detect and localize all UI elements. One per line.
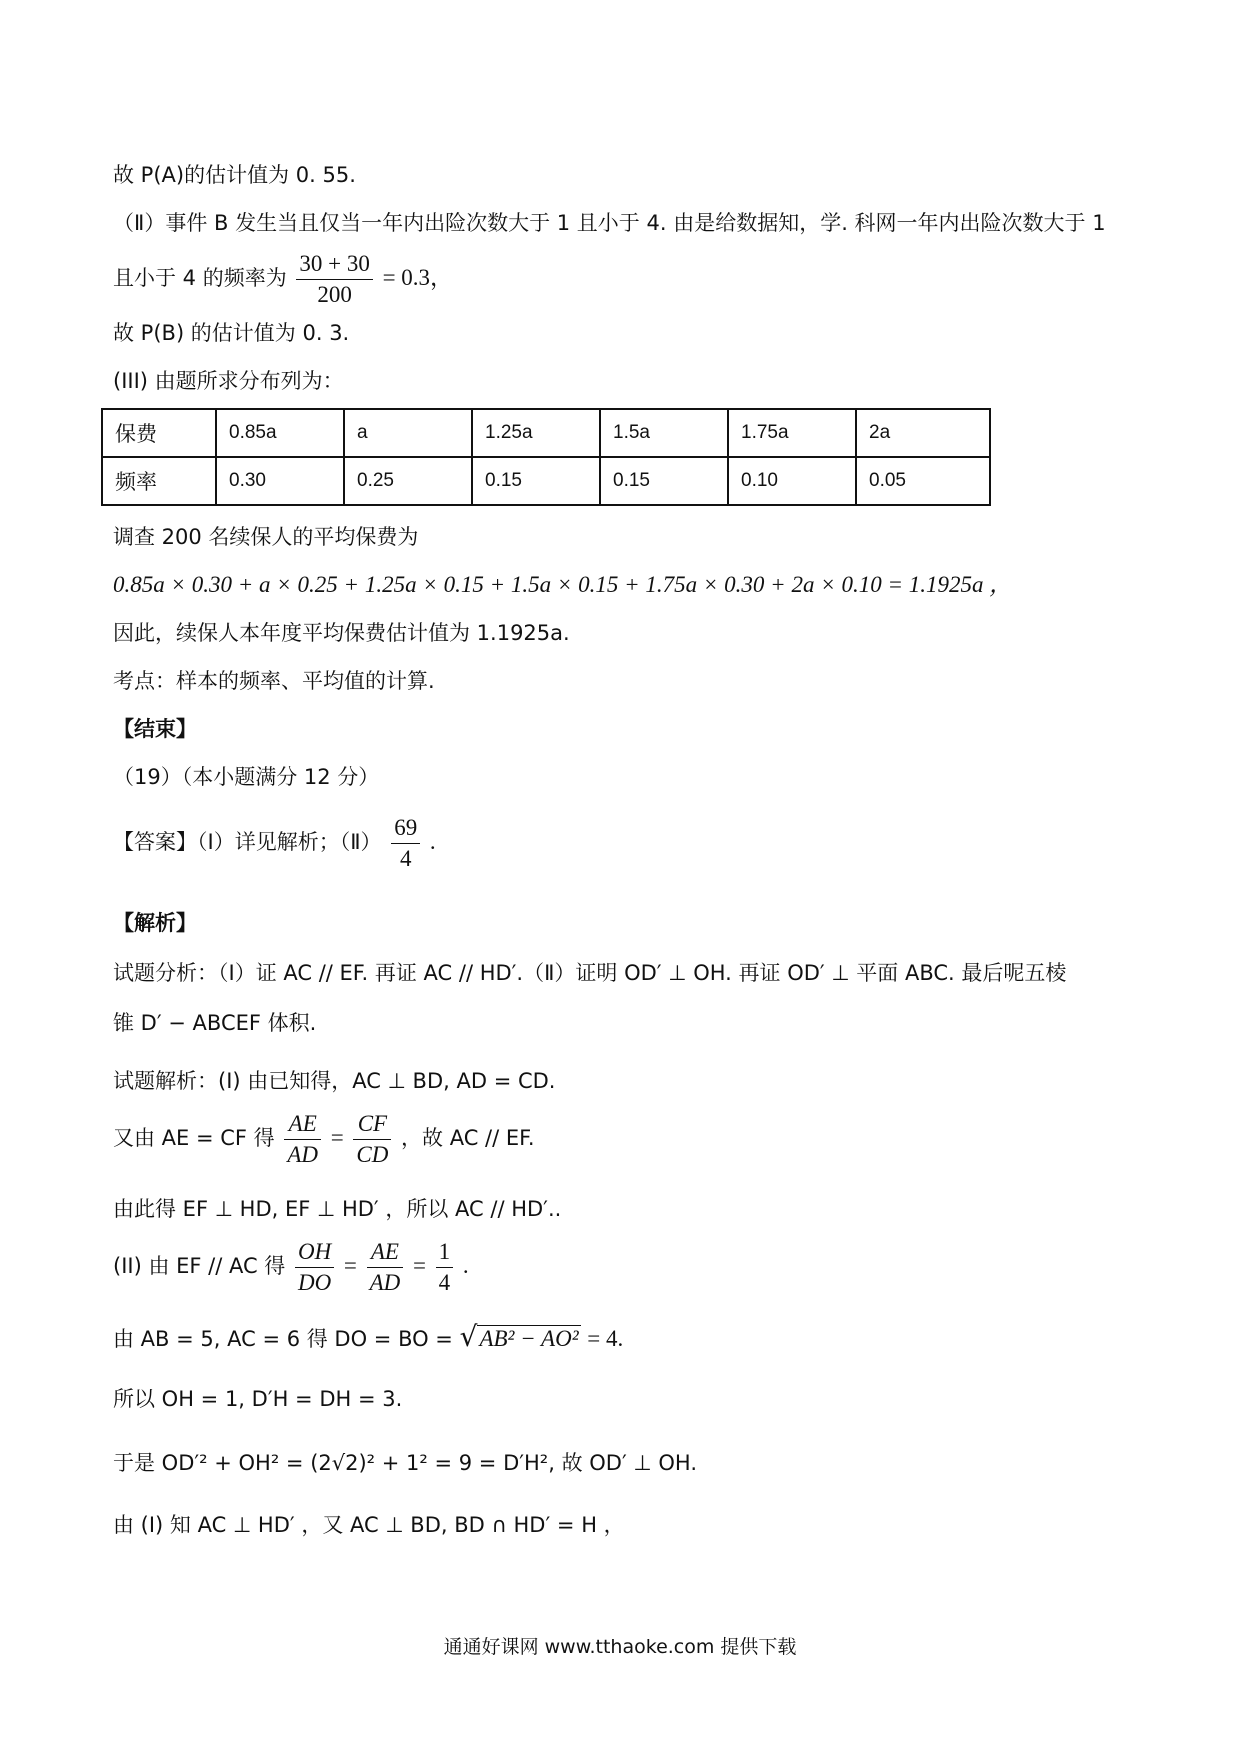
table-cell: 0.15 <box>600 457 728 505</box>
text-segment: = <box>412 1253 426 1278</box>
text-segment: 【答案】（Ⅰ）详见解析；（Ⅱ） <box>113 830 382 854</box>
text-segment: ，故 AC // EF. <box>401 1126 535 1150</box>
distribution-table <box>101 408 991 506</box>
table-row <box>102 457 990 505</box>
text-line: 锥 D′ − ABCEF 体积. <box>113 1011 317 1035</box>
fraction-denominator: DO <box>298 1269 332 1295</box>
fraction-numerator: 69 <box>391 813 420 844</box>
text-line: 故 P(B) 的估计值为 0. 3. <box>113 321 350 345</box>
table-cell: 0.05 <box>856 457 990 505</box>
fraction <box>367 1237 404 1298</box>
fraction-numerator: OH <box>295 1237 334 1268</box>
fraction <box>284 1109 321 1170</box>
text-line: 于是 OD′² + OH² = (2√2)² + 1² = 9 = D′H², 故 OD′ ⊥ OH. <box>113 1451 697 1475</box>
table-cell: 频率 <box>102 457 216 505</box>
table-cell: 1.75a <box>728 409 856 457</box>
section-marker: 【解析】 <box>113 911 197 935</box>
table-cell: 0.15 <box>472 457 600 505</box>
table-cell: 0.25 <box>344 457 472 505</box>
table-cell: 0.30 <box>216 457 344 505</box>
text-line <box>113 248 453 310</box>
text-segment: = 4. <box>587 1326 624 1351</box>
table-cell: 保费 <box>102 409 216 457</box>
fraction-numerator: AE <box>284 1109 321 1140</box>
fraction <box>353 1109 391 1170</box>
fraction-numerator: 30 + 30 <box>296 249 372 280</box>
text-line: 因此，续保人本年度平均保费估计值为 1.1925a. <box>113 621 570 645</box>
answer-line <box>113 812 436 874</box>
table-cell: 2a <box>856 409 990 457</box>
fraction-denominator: AD <box>287 1141 319 1167</box>
fraction <box>295 1237 334 1298</box>
text-segment: = <box>330 1125 344 1150</box>
table-row <box>102 409 990 457</box>
table-cell: 0.10 <box>728 457 856 505</box>
fraction-denominator: CD <box>356 1141 389 1167</box>
text-line: 试题分析：（Ⅰ）证 AC // EF. 再证 AC // HD′.（Ⅱ）证明 OD′ ⊥ OH. 再证 OD′ ⊥ 平面 ABC. 最后呢五棱 <box>113 961 1067 985</box>
fraction-numerator: 1 <box>436 1237 454 1268</box>
text-line <box>113 1108 535 1170</box>
text-segment: = 0.3， <box>382 265 454 290</box>
text-line: 由 (I) 知 AC ⊥ HD′ ，又 AC ⊥ BD, BD ∩ HD′ = H ， <box>113 1513 625 1537</box>
text-line <box>113 1236 469 1298</box>
fraction <box>436 1237 454 1298</box>
table-cell: 1.5a <box>600 409 728 457</box>
text-segment: = <box>343 1253 357 1278</box>
table-cell: 0.85a <box>216 409 344 457</box>
text-segment: 且小于 4 的频率为 <box>113 266 287 290</box>
text-segment: (II) 由 EF // AC 得 <box>113 1254 286 1278</box>
text-line <box>113 1322 623 1354</box>
text-segment: 由 AB = 5, AC = 6 得 DO = BO = <box>113 1327 453 1351</box>
fraction-numerator: CF <box>353 1109 391 1140</box>
fraction-denominator: 4 <box>438 1269 451 1295</box>
fraction <box>391 813 420 874</box>
page-footer: 通通好课网 www.tthaoke.com 提供下载 <box>443 1636 797 1658</box>
text-segment: 又由 AE = CF 得 <box>113 1126 275 1150</box>
table-cell: a <box>344 409 472 457</box>
text-line: (III) 由题所求分布列为： <box>113 369 344 393</box>
fraction-denominator: 4 <box>399 845 412 871</box>
text-line: 考点：样本的频率、平均值的计算. <box>113 669 435 693</box>
text-segment: . <box>429 829 436 854</box>
text-segment: . <box>462 1253 469 1278</box>
fraction-numerator: AE <box>367 1237 404 1268</box>
section-marker: 【结束】 <box>113 717 197 741</box>
text-line: 试题解析：(I) 由已知得，AC ⊥ BD, AD = CD. <box>113 1069 556 1093</box>
text-line: 由此得 EF ⊥ HD, EF ⊥ HD′ ，所以 AC // HD′.. <box>113 1197 562 1221</box>
text-line: （Ⅱ）事件 B 发生当且仅当一年内出险次数大于 1 且小于 4. 由是给数据知，学. 科网一年内出险次数大于 1 <box>113 211 1106 235</box>
text-line: 调查 200 名续保人的平均保费为 <box>113 525 419 549</box>
fraction-denominator: 200 <box>317 281 352 307</box>
text-line: 故 P(A)的估计值为 0. 55. <box>113 163 356 187</box>
fraction <box>296 249 372 310</box>
fraction-denominator: AD <box>369 1269 401 1295</box>
radicand: AB² − AO² <box>479 1326 579 1351</box>
radical-sign: √ <box>459 1320 478 1353</box>
text-line: 所以 OH = 1, D′H = DH = 3. <box>113 1387 403 1411</box>
table-cell: 1.25a <box>472 409 600 457</box>
math-line: 0.85a × 0.30 + a × 0.25 + 1.25a × 0.15 + 1.5a × 0.15 + 1.75a × 0.30 + 2a × 0.10 = 1.1925a ， <box>113 572 1013 597</box>
text-line: （19）（本小题满分 12 分） <box>113 765 380 789</box>
